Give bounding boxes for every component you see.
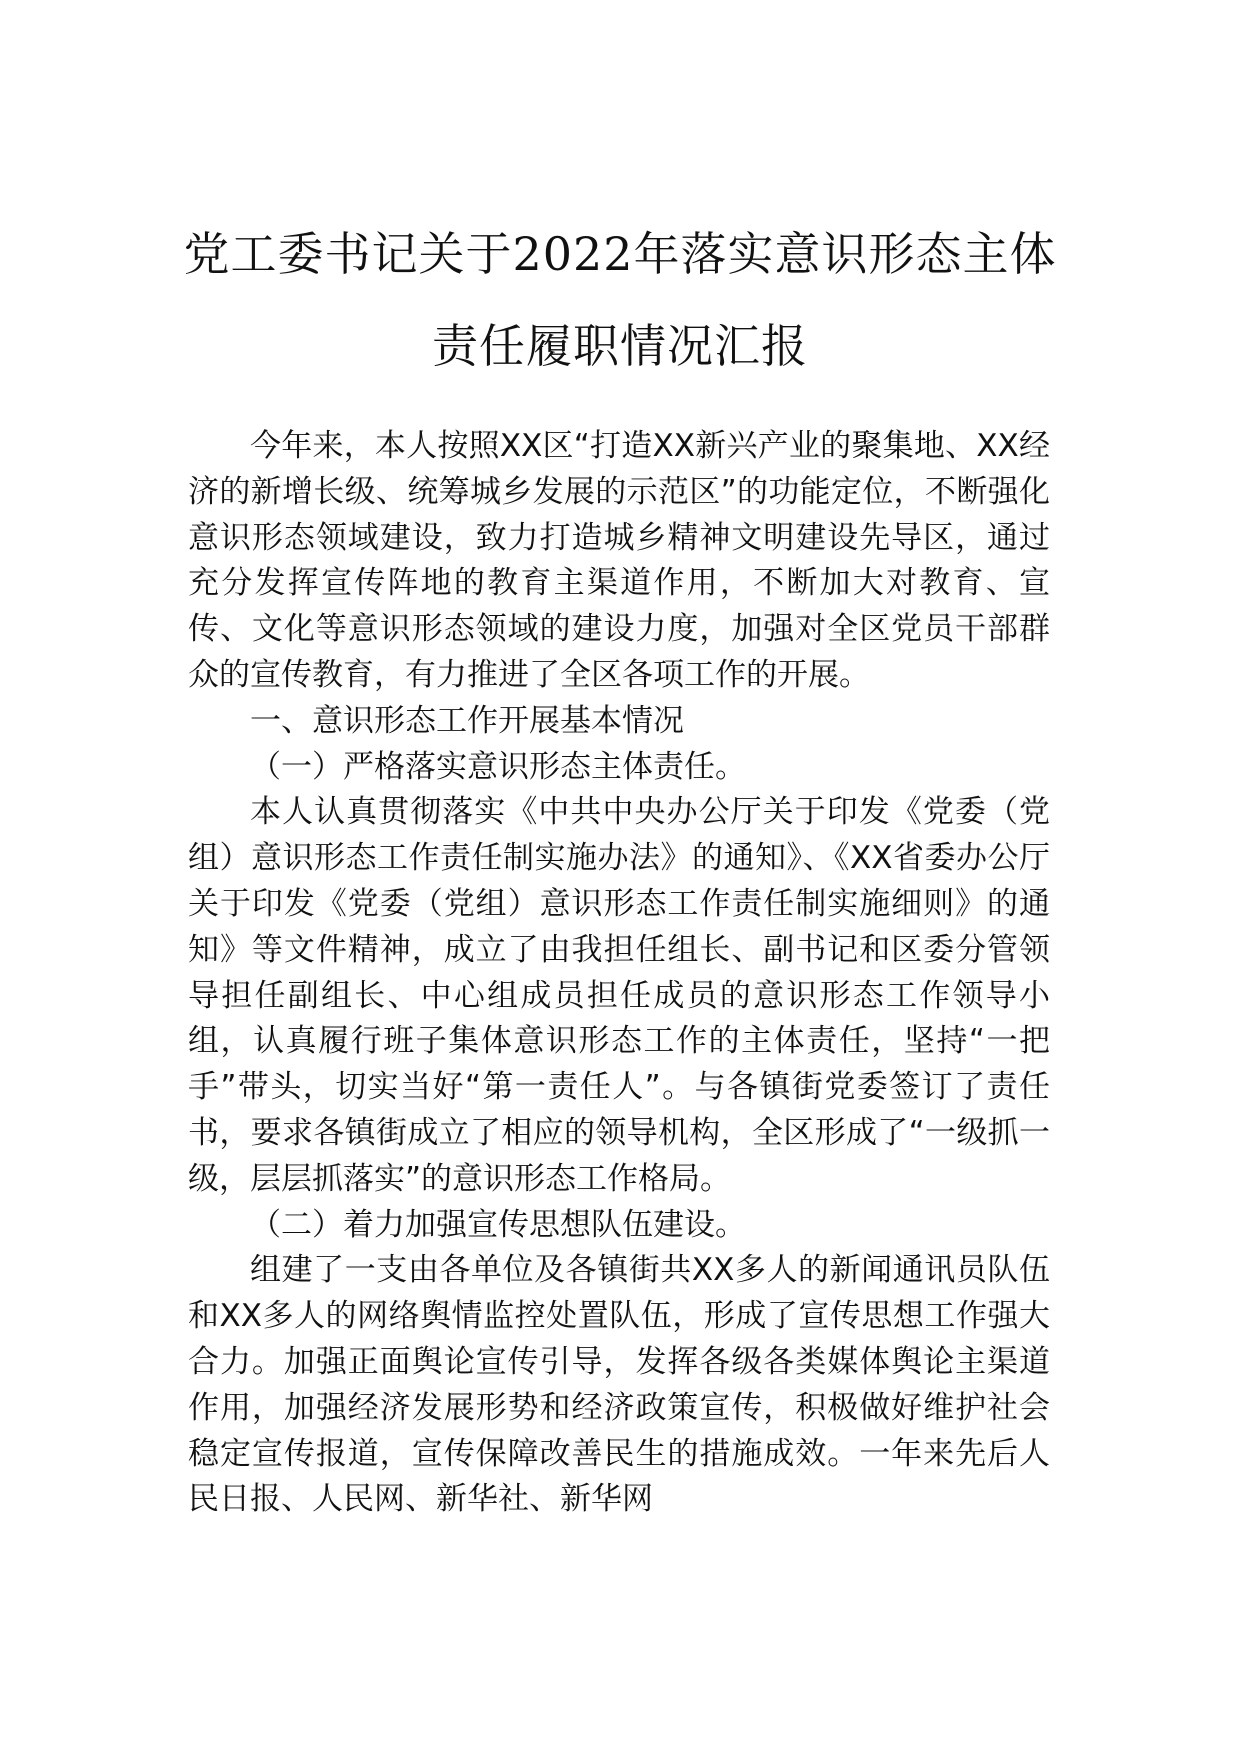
document-title bbox=[150, 208, 1090, 392]
subsection-heading-1: （一）严格落实意识形态主体责任。 bbox=[250, 748, 746, 785]
document-body bbox=[188, 424, 1050, 1523]
paragraph-responsibility: 本人认真贯彻落实《中共中央办公厅关于印发《党委（党组）意识形态工作责任制实施办法》的通知》、《XX省委办公厅关于印发《党委（党组）意识形态工作责任制实施细则》的通知》等文件精神，成立了由我担任组长、副书记和区委分管领导担任副组长、中心组成员担任成员的意识形态工作领导小组，认真履行班子集体意识形态工作的主体责任，坚持“一把手”带头，切实当好“第一责任人”。与各镇街党委签订了责任书，要求各镇街成立了相应的领导机构，全区形成了“一级抓一级，层层抓落实”的意识形态工作格局。 bbox=[188, 794, 1050, 1197]
title-line-1: 党工委书记关于2022年落实意识形态主体 bbox=[183, 227, 1057, 281]
title-line-2: 责任履职情况汇报 bbox=[432, 319, 808, 373]
paragraph-team-building: 组建了一支由各单位及各镇街共XX多人的新闻通讯员队伍和XX多人的网络舆情监控处置队伍，形成了宣传思想工作强大合力。加强正面舆论宣传引导，发挥各级各类媒体舆论主渠道作用，加强经济发展形势和经济政策宣传，积极做好维护社会稳定宣传报道，宣传保障改善民生的措施成效。一年来先后人民日报、人民网、新华社、新华网 bbox=[188, 1252, 1050, 1518]
subsection-heading-2: （二）着力加强宣传思想队伍建设。 bbox=[250, 1206, 746, 1243]
paragraph-intro: 今年来，本人按照XX区“打造XX新兴产业的聚集地、XX经济的新增长级、统筹城乡发展的示范区”的功能定位，不断强化意识形态领域建设，致力打造城乡精神文明建设先导区，通过充分发挥宣传阵地的教育主渠道作用，不断加大对教育、宣传、文化等意识形态领域的建设力度，加强对全区党员干部群众的宣传教育，有力推进了全区各项工作的开展。 bbox=[188, 428, 1050, 693]
section-heading-1: 一、意识形态工作开展基本情况 bbox=[250, 702, 684, 739]
